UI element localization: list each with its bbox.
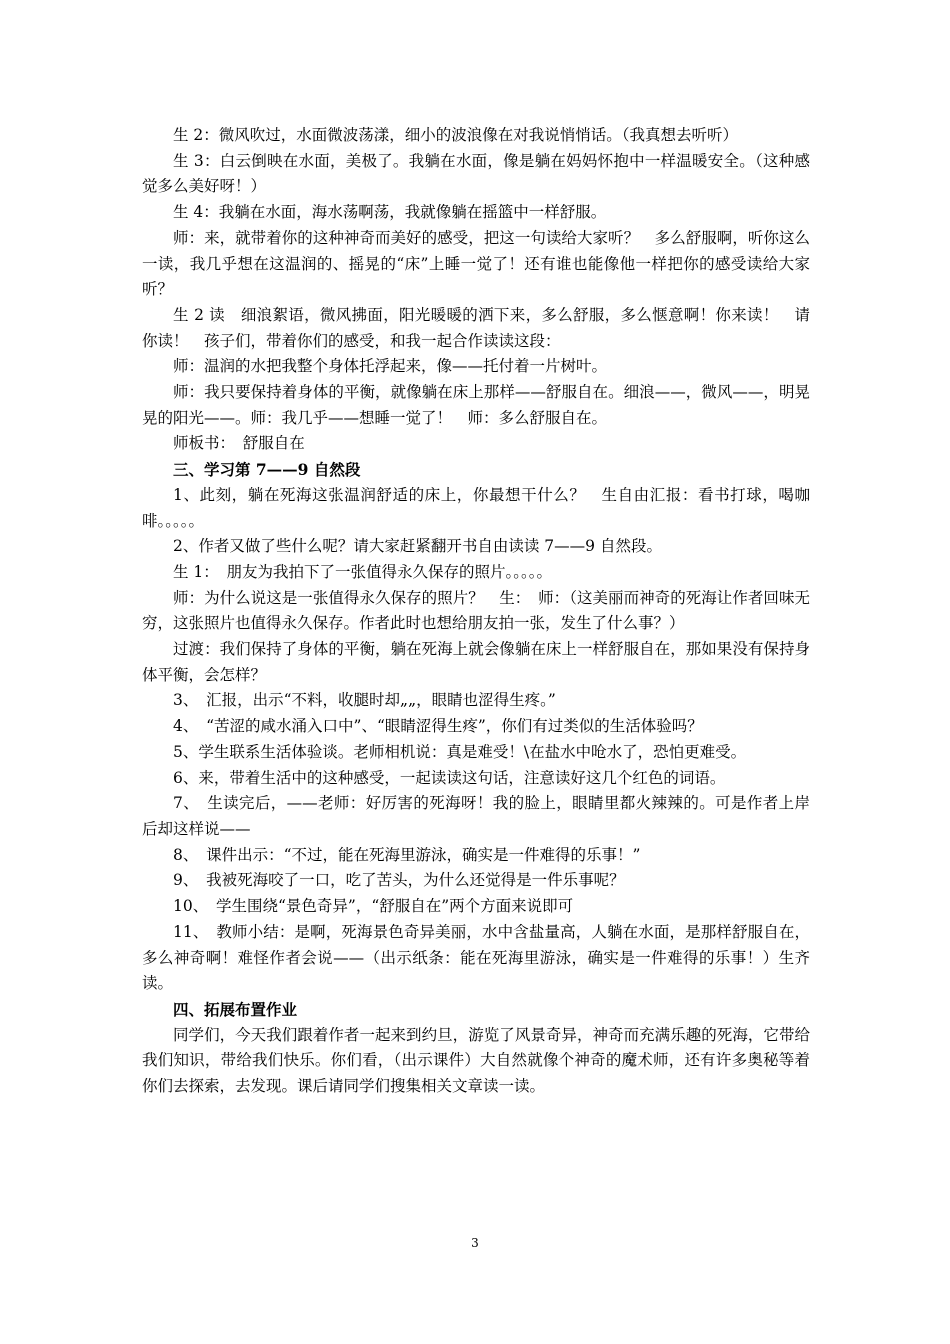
paragraph: 同学们，今天我们跟着作者一起来到约旦，游览了风景奇异，神奇而充满乐趣的死海，它带给我们知识，带给我们快乐。你们看，（出示课件）大自然就像个神奇的魔术师，还有许多奥秘等着你们去探索，去发现。课后请同学们搜集相关文章读一读。 xyxy=(142,1025,810,1096)
paragraph: 10、 学生围绕“景色奇异”，“舒服自在”两个方面来说即可 xyxy=(173,897,574,916)
paragraph: 5、学生联系生活体验谈。老师相机说：真是难受！\在盐水中呛水了，恐怕更难受。 xyxy=(173,742,747,761)
paragraph: 2、作者又做了些什么呢？请大家赶紧翻开书自由读读 7——9 自然段。 xyxy=(173,537,662,556)
paragraph: 1、此刻，躺在死海这张温润舒适的床上，你最想干什么？ 生自由汇报：看书打球，喝咖啡。。。。。 xyxy=(142,485,810,530)
paragraph: 11、 教师小结：是啊，死海景色奇异美丽，水中含盐量高，人躺在水面，是那样舒服自在，多么神奇啊！难怪作者会说——（出示纸条：能在死海里游泳，确实是一件难得的乐事！）生齐读。 xyxy=(142,922,810,993)
paragraph: 师：为什么说这是一张值得永久保存的照片？ 生： 师：（这美丽而神奇的死海让作者回味无穷，这张照片也值得永久保存。作者此时也想给朋友拍一张，发生了什么事？） xyxy=(142,588,810,633)
paragraph: 生 2：微风吹过，水面微波荡漾，细小的波浪像在对我说悄悄话。（我真想去听听） xyxy=(173,126,739,144)
section-heading: 三、学习第 7——9 自然段 xyxy=(173,460,361,480)
paragraph: 6、来，带着生活中的这种感受，一起读读这句话，注意读好这几个红色的词语。 xyxy=(173,768,726,787)
paragraph: 生 3：白云倒映在水面，美极了。我躺在水面，像是躺在妈妈怀抱中一样温暖安全。（这种感觉多么美好呀！） xyxy=(142,151,810,196)
paragraph: 4、 “苦涩的咸水涌入口中”、“眼睛涩得生疼”，你们有过类似的生活体验吗？ xyxy=(173,717,703,736)
paragraph: 师：温润的水把我整个身体托浮起来，像——托付着一片树叶。 xyxy=(173,357,608,376)
paragraph: 9、 我被死海咬了一口，吃了苦头，为什么还觉得是一件乐事呢？ xyxy=(173,871,625,890)
paragraph: 生 4：我躺在水面，海水荡啊荡，我就像躺在摇篮中一样舒服。 xyxy=(173,203,607,222)
document-body xyxy=(142,123,810,1100)
paragraph: 师板书： 舒服自在 xyxy=(173,434,305,453)
paragraph: 生 1： 朋友为我拍下了一张值得永久保存的照片。。。。。 xyxy=(173,562,553,581)
paragraph: 生 2 读 细浪絮语，微风拂面，阳光暖暖的洒下来，多么舒服，多么惬意啊！你来读！ 请你读！ 孩子们，带着你们的感受，和我一起合作读读这段： xyxy=(142,305,810,350)
paragraph: 过渡：我们保持了身体的平衡，躺在死海上就会像躺在床上一样舒服自在，那如果没有保持身体平衡，会怎样？ xyxy=(142,640,810,684)
paragraph: 7、 生读完后，——老师：好厉害的死海呀！我的脸上，眼睛里都火辣辣的。可是作者上岸后却这样说—— xyxy=(142,794,810,838)
paragraph: 8、 课件出示：“不过，能在死海里游泳，确实是一件难得的乐事！” xyxy=(173,845,641,864)
page-number: 3 xyxy=(471,1236,479,1250)
paragraph: 师：我只要保持着身体的平衡，就像躺在床上那样——舒服自在。细浪——，微风——，明晃晃的阳光——。师：我几乎——想睡一觉了！ 师：多么舒服自在。 xyxy=(142,383,810,427)
section-heading: 四、拓展布置作业 xyxy=(173,999,298,1019)
paragraph: 3、 汇报，出示“不料，收腿时却„„，眼睛也涩得生疼。” xyxy=(173,691,556,710)
paragraph: 师：来，就带着你的这种神奇而美好的感受，把这一句读给大家听？ 多么舒服啊，听你这么一读，我几乎想在这温润的、摇晃的“床”上睡一觉了！还有谁也能像他一样把你的感受读给大家听？ xyxy=(142,228,810,299)
